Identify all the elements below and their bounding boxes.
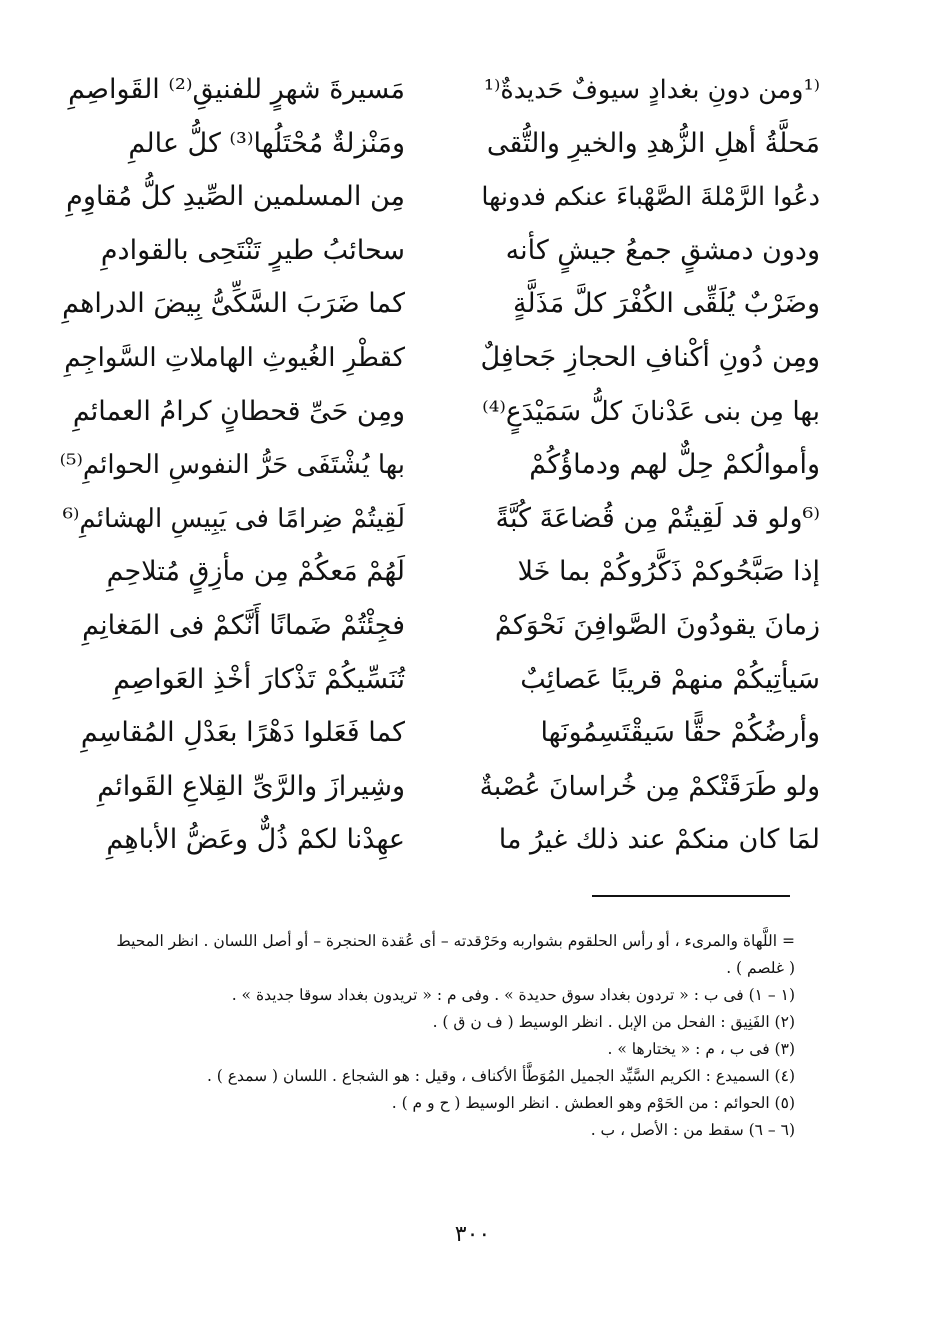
verse-line (60, 544, 820, 600)
footnote-line: (٦ – ٦) سقط من : الأصل ، ب . (590, 1121, 795, 1139)
verse-line (60, 62, 820, 118)
first-hemistich: وأرضُكُمْ حقًّا سَيقْتَسِمُونَها (540, 717, 820, 749)
second-hemistich: مَسيرةَ شهرٍ للفنيقِ⁽²⁾ القَواصِمِ (68, 74, 405, 105)
verse-line (60, 116, 820, 172)
first-hemistich: دعُوا الرَّمْلةَ الصَّهْباءَ عنكم فدونها (481, 182, 820, 213)
second-hemistich: بها يُشْتَفَى حَرُّ النفوسِ الحوائمِ⁽⁵⁾ (59, 450, 405, 481)
verse-line (60, 491, 820, 547)
first-hemistich: لمَا كان منكمْ عند ذلك غيرُ ما (498, 824, 820, 856)
verse-line (60, 384, 820, 440)
page-number: ٣٠٠ (454, 1222, 491, 1247)
second-hemistich: لَقِيتُمْ ضِرامًا فى يَبِيسِ الهشائمِ⁽⁶ (62, 503, 405, 534)
verse-line (60, 437, 820, 493)
second-hemistich: فجِئْتُمْ ضَمانًا أَنَّكمْ فى المَغانِمِ (82, 610, 405, 641)
second-hemistich: عهِدْنا لكمْ ذُلٌّ وعَضُّ الأباهِمِ (106, 824, 405, 856)
first-hemistich: مَحلَّةُ أهلِ الزُّهدِ والخيرِ والتُّقى (486, 127, 820, 159)
first-hemistich: سَيأتِيكُمْ منهمْ قريبًا عَصائِبٌ (520, 663, 820, 695)
verse-line (60, 276, 820, 332)
verse-line (60, 330, 820, 386)
footnote-line: (٢) الفَنِيق : الفحل من الإبل . انظر الوسيط ( ف ن ق ) . (432, 1013, 795, 1031)
first-hemistich: زمانَ يقودُونَ الصَّوافِنَ نَحْوَكمْ (494, 610, 820, 641)
verse-line (60, 223, 820, 279)
first-hemistich: بها مِن بنى عَدْنانَ كلُّ سَمَيْدَعٍ⁽⁴⁾ (482, 395, 820, 427)
footnote-line: ( غلصم ) . (726, 959, 795, 977)
first-hemistich: ومِن دُونِ أكْنافِ الحجازِ جَحافِلٌ (480, 342, 820, 373)
footnote-line: (١ – ١) فى ب : « تردون بغداد سوق حديدة » . وفى م : « تريدون بغداد سوقا جديدة » . (231, 986, 795, 1004)
second-hemistich: وشِيرازَ والرَّىِّ القِلاعِ القَوائمِ (97, 770, 405, 802)
second-hemistich: سحائبُ طيرٍ تَنْتَحِى بالقوادمِ (100, 234, 405, 266)
second-hemistich: كما ضَرَبَ السَّكِّىُّ بِيضَ الدراهمِ (62, 288, 405, 320)
second-hemistich: تُنَسِّيكُمْ تَذْكارَ أخْذِ العَواصِمِ (113, 663, 405, 695)
first-hemistich: ⁽¹ومن دونِ بغدادٍ سيوفٌ حَديدةٌ⁽¹ (483, 75, 820, 105)
first-hemistich: ولو طَرَقَتْكمْ مِن خُراسانَ عُصْبةٌ (479, 770, 820, 802)
footnote-divider (592, 895, 790, 897)
first-hemistich: إذا صَبَّحُوكمْ ذَكَّرُوكُمْ بما خَلا (517, 556, 820, 588)
verse-line (60, 759, 820, 815)
verse-line (60, 598, 820, 654)
first-hemistich: وضَرْبٌ يُلَقِّى الكُفْرَ كلَّ مَذَلَّةٍ (512, 288, 820, 320)
first-hemistich: ⁽⁶ولو قد لَقِيتُمْ مِن قُضاعَةَ كُبَّةً (495, 502, 820, 534)
second-hemistich: لَهُمْ مَعكُمْ مِن مأزِقٍ مُتلاحِمِ (106, 556, 405, 588)
verse-line (60, 705, 820, 761)
first-hemistich: ودون دمشقٍ جمعُ جيشٍ كأنه (505, 234, 820, 266)
second-hemistich: ومِن حَىِّ قحطانٍ كرامُ العمائمِ (72, 395, 405, 427)
second-hemistich: مِن المسلمين الصِّيدِ كلُّ مُقاوِمِ (66, 181, 405, 213)
footnote-line: (٤) السميدع : الكريم السَّيِّد الجميل المُوَطَّأ الأكناف ، وقيل : هو الشجاع . اللسان ( سمدع ) . (206, 1067, 795, 1085)
verse-line (60, 652, 820, 708)
second-hemistich: كما فَعَلوا دَهْرًا بعَدْلِ المُقاسِمِ (80, 717, 405, 749)
second-hemistich: ومَنْزلةٌ مُحْتَلُها⁽³⁾ كلُّ عالمِ (128, 127, 405, 159)
second-hemistich: كقطْرِ الغُيوثِ الهاملاتِ السَّواجِمِ (64, 343, 405, 373)
verse-line (60, 169, 820, 225)
footnote-line: (٥) الحوائم : من الحَوْم وهو العطش . انظر الوسيط ( ح و م ) . (391, 1094, 795, 1112)
verse-line (60, 812, 820, 868)
first-hemistich: وأموالُكمْ حِلٌّ لهم ودماؤُكُمْ (529, 449, 820, 481)
footnote-line: (٣) فى ب ، م : « يختارها » . (607, 1040, 795, 1058)
footnote-line: = اللَّهاة والمرىء ، أو رأس الحلقوم بشواربه وحَرْقدته – أى عُقدة الحنجرة – أو أصل اللسان . انظر المحيط (116, 932, 795, 950)
